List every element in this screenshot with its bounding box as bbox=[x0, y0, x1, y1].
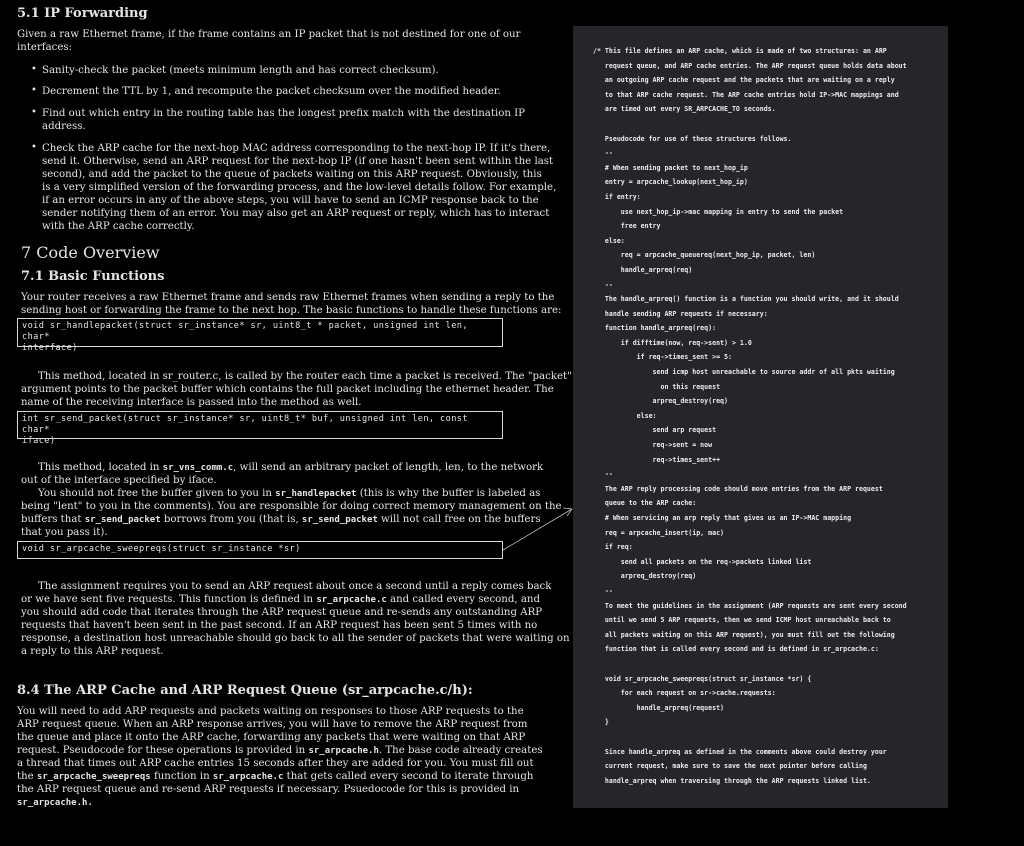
code-panel-line: send arp request bbox=[593, 426, 717, 435]
code-line: void sr_handlepacket(struct sr_instance* sr, uint8_t * packet, unsigned int len, char* bbox=[22, 321, 468, 342]
bullet-text: Check the ARP cache for the next-hop MAC address corresponding to the next-hop IP. If it's there, bbox=[42, 143, 551, 154]
code-panel-line: # When sending packet to next_hop_ip bbox=[593, 163, 748, 172]
code-panel-line: -- bbox=[593, 149, 613, 158]
code-panel-line: to that ARP cache request. The ARP cache entries hold IP->MAC mappings and bbox=[593, 90, 899, 99]
bullet-text: send it. Otherwise, send an ARP request for the next-hop IP (if one hasn't been sent within the last bbox=[42, 156, 554, 167]
bullet-text: is a very simplified version of the forwarding process, and the low-level details follow. For example, bbox=[42, 182, 557, 193]
code-panel-line: for each request on sr->cache.requests: bbox=[593, 689, 776, 698]
bullet-text: sender notifying them of an error. You may also get an ARP request or reply, which has to interact bbox=[42, 208, 550, 219]
paragraph-line: the ARP request queue and re-send ARP requests if necessary. Psuedocode for this is provided in bbox=[17, 784, 520, 795]
bullet-icon: • bbox=[31, 64, 37, 75]
code-panel-line: req = arpcache_insert(ip, mac) bbox=[593, 528, 725, 537]
code-panel-line: send icmp host unreachable to source addr of all pkts waiting bbox=[593, 368, 895, 377]
code-panel-line: request queue, and ARP cache entries. The ARP request queue holds data about bbox=[593, 61, 907, 70]
paragraph-line: request. Pseudocode for these operations is provided in sr_arpcache.h. The base code already creates bbox=[17, 745, 543, 756]
paragraph-line: the sr_arpcache_sweepreqs function in sr_arpcache.c that gets called every second to iterate through bbox=[17, 771, 534, 782]
code-panel-line: current request, make sure to save the next pointer before calling bbox=[593, 762, 867, 771]
bullet-text: Find out which entry in the routing table has the longest prefix match with the destination IP bbox=[42, 108, 526, 119]
code-panel-line: handle_arpreq(request) bbox=[593, 703, 725, 712]
code-panel-line: if entry: bbox=[593, 192, 641, 201]
code-panel-line: free entry bbox=[593, 222, 661, 231]
paragraph-line: requests that haven't been sent in the past second. If an ARP request has been sent 5 times with no bbox=[21, 620, 538, 631]
code-panel-line bbox=[593, 657, 938, 672]
paragraph-line: that you pass it). bbox=[21, 527, 108, 538]
section-5-1-heading: 5.1 IP Forwarding bbox=[17, 6, 148, 21]
code-panel-line: queue to the ARP cache: bbox=[593, 499, 697, 508]
code-panel-line: all packets waiting on this ARP request), you must fill out the following bbox=[593, 630, 895, 639]
code-panel-line: function that is called every second and is defined in sr_arpcache.c: bbox=[593, 645, 879, 654]
paragraph-line: This method, located in sr_router.c, is called by the router each time a packet is received. The "packet" bbox=[38, 371, 572, 382]
bullet-text: Decrement the TTL by 1, and recompute the packet checksum over the modified header. bbox=[42, 86, 501, 97]
bullet-text: second), and add the packet to the queue of packets waiting on this ARP request. Obviously, this bbox=[42, 169, 542, 180]
code-panel-line: arpreq_destroy(req) bbox=[593, 397, 728, 406]
paragraph-line: the queue and place it onto the ARP cache, forwarding any packets that were waiting on that ARP bbox=[17, 732, 526, 743]
paragraph-line: argument points to the packet buffer which contains the full packet including the ethernet header. The bbox=[21, 384, 554, 395]
code-panel-line: if req->times_sent >= 5: bbox=[593, 353, 732, 362]
paragraph-line: sr_arpcache.h. bbox=[17, 798, 93, 808]
paragraph-line: a reply to this ARP request. bbox=[21, 646, 164, 657]
paragraph-line: or we have sent five requests. This function is defined in sr_arpcache.c and called every second, and bbox=[21, 594, 541, 605]
paragraph-line: name of the receiving interface is passed into the method as well. bbox=[21, 397, 362, 408]
code-panel-line: The ARP reply processing code should move entries from the ARP request bbox=[593, 484, 883, 493]
paragraph-line: response, a destination host unreachable should go back to all the sender of packets that were waiting on bbox=[21, 633, 570, 644]
code-panel-line: if difftime(now, req->sent) > 1.0 bbox=[593, 338, 752, 347]
code-panel-line: To meet the guidelines in the assignment (ARP requests are sent every second bbox=[593, 601, 907, 610]
bullet-icon: • bbox=[31, 107, 37, 118]
code-panel-line: arpreq_destroy(req) bbox=[593, 572, 697, 581]
code-panel-line: else: bbox=[593, 411, 657, 420]
code-panel-line: function handle_arpreq(req): bbox=[593, 324, 717, 333]
code-panel-line: } bbox=[593, 718, 609, 727]
code-panel-line: req->times_sent++ bbox=[593, 455, 721, 464]
paragraph-line: This method, located in sr_vns_comm.c, will send an arbitrary packet of length, len, to the network bbox=[38, 462, 544, 473]
paragraph-line: ARP request queue. When an ARP response arrives, you will have to remove the ARP request from bbox=[17, 719, 528, 730]
bullet-text: address. bbox=[42, 121, 86, 132]
paragraph-line: you should add code that iterates through the ARP request queue and re-sends any outstanding ARP bbox=[21, 607, 543, 618]
code-panel-line: -- bbox=[593, 280, 613, 289]
paragraph-line: Given a raw Ethernet frame, if the frame contains an IP packet that is not destined for one of our bbox=[17, 29, 521, 40]
code-panel-line: -- bbox=[593, 586, 613, 595]
code-panel-line: Pseudocode for use of these structures follows. bbox=[593, 134, 792, 143]
code-panel-line: handle_arpreq when traversing through the ARP requests linked list. bbox=[593, 776, 871, 785]
code-line: int sr_send_packet(struct sr_instance* sr, uint8_t* buf, unsigned int len, const char* bbox=[22, 414, 468, 435]
bullet-icon: • bbox=[31, 85, 37, 96]
section-7-1-heading: 7.1 Basic Functions bbox=[21, 269, 165, 284]
paragraph-line: Your router receives a raw Ethernet frame and sends raw Ethernet frames when sending a reply to the bbox=[21, 292, 555, 303]
bullet-text: if an error occurs in any of the above steps, you will have to send an ICMP response back to the bbox=[42, 195, 539, 206]
code-panel-line: Since handle_arpreq as defined in the comments above could destroy your bbox=[593, 747, 887, 756]
code-panel-line: send all packets on the req->packets linked list bbox=[593, 557, 812, 566]
code-panel-line: else: bbox=[593, 236, 625, 245]
code-line: void sr_arpcache_sweepreqs(struct sr_instance *sr) bbox=[22, 544, 301, 554]
code-panel-line: an outgoing ARP cache request and the packets that are waiting on a reply bbox=[593, 76, 895, 85]
paragraph-line: You will need to add ARP requests and packets waiting on responses to those ARP requests to the bbox=[17, 706, 524, 717]
code-panel-line: /* This file defines an ARP cache, which is made of two structures: an ARP bbox=[593, 47, 887, 55]
code-panel-line: are timed out every SR_ARPCACHE_TO seconds. bbox=[593, 105, 776, 114]
code-lines bbox=[593, 44, 938, 788]
code-panel-line: entry = arpcache_lookup(next_hop_ip) bbox=[593, 178, 748, 187]
code-comment-panel bbox=[573, 26, 948, 808]
code-panel-line bbox=[593, 730, 938, 745]
paragraph-line: The assignment requires you to send an ARP request about once a second until a reply comes back bbox=[38, 581, 552, 592]
code-panel-line: The handle_arpreq() function is a function you should write, and it should bbox=[593, 295, 899, 304]
section-8-4-heading: 8.4 The ARP Cache and ARP Request Queue (sr_arpcache.c/h): bbox=[17, 683, 473, 698]
code-panel-line: req->sent = now bbox=[593, 441, 713, 450]
code-panel-line: -- bbox=[593, 470, 613, 479]
section-7-heading: 7 Code Overview bbox=[21, 243, 160, 262]
code-panel-line: # When servicing an arp reply that gives us an IP->MAC mapping bbox=[593, 514, 852, 522]
paragraph-line: out of the interface specified by iface. bbox=[21, 475, 217, 486]
code-panel-line: if req: bbox=[593, 543, 633, 552]
code-line: interface) bbox=[22, 343, 78, 353]
code-panel-line: handle_arpreq(req) bbox=[593, 265, 693, 274]
code-line: iface) bbox=[22, 436, 56, 446]
bullet-icon: • bbox=[31, 142, 37, 153]
code-panel-line: req = arpcache_queuereq(next_hop_ip, packet, len) bbox=[593, 251, 816, 260]
bullet-text: with the ARP cache correctly. bbox=[42, 221, 195, 232]
code-panel-line: handle sending ARP requests if necessary: bbox=[593, 309, 768, 318]
paragraph-line: being "lent" to you in the comments). You are responsible for doing correct memory management on the bbox=[21, 501, 562, 512]
code-panel-line bbox=[593, 117, 938, 132]
paragraph-line: buffers that sr_send_packet borrows from you (that is, sr_send_packet will not call free on the buffers bbox=[21, 514, 541, 525]
bullet-text: Sanity-check the packet (meets minimum length and has correct checksum). bbox=[42, 65, 439, 76]
code-panel-line: use next_hop_ip->mac mapping in entry to send the packet bbox=[593, 207, 844, 216]
paragraph-line: interfaces: bbox=[17, 42, 73, 53]
paragraph-line: You should not free the buffer given to you in sr_handlepacket (this is why the buffer is labeled as bbox=[38, 488, 541, 499]
code-panel-line: until we send 5 ARP requests, then we send ICMP host unreachable back to bbox=[593, 616, 891, 625]
paragraph-line: sending host or forwarding the frame to the next hop. The basic functions to handle these functions are: bbox=[21, 305, 562, 316]
code-panel-line: on this request bbox=[593, 382, 721, 391]
paragraph-line: a thread that times out ARP cache entries 15 seconds after they are added for you. You must fill out bbox=[17, 758, 534, 769]
code-panel-line: void sr_arpcache_sweepreqs(struct sr_instance *sr) { bbox=[593, 674, 812, 683]
